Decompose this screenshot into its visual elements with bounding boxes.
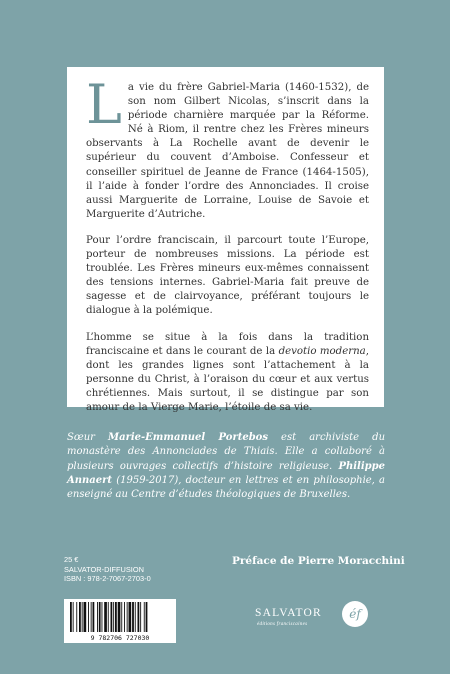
- barcode-bar: [132, 602, 134, 632]
- barcode-bar: [124, 602, 125, 632]
- barcode-graphic: [64, 599, 176, 643]
- blurb-paragraph-1-text: a vie du frère Gabriel-Maria (1460-1532), de son nom Gilbert Nicolas, s’inscrit dans la période charnière marquée par la Réforme. Né à Riom, il rentre chez les Frères mineurs observants à La Rochelle avant de devenir le supérieur du couvent d’Amboise. Confesseur et conseiller spirituel de Jeanne de France (1464-1505), il l’aide à fonder l’ordre des Annonciades. Il croise aussi Marguerite de Lorraine, Louise de Savoie et Marguerite d’Autriche.: [86, 82, 369, 220]
- barcode-bar: [97, 602, 98, 632]
- barcode-bar: [79, 602, 81, 632]
- author-note: [67, 431, 385, 502]
- drop-cap: L: [86, 73, 122, 136]
- barcode-bar: [91, 602, 92, 632]
- barcode-bar: [138, 602, 140, 632]
- blurb-p3-italic: devotio moderna: [278, 345, 366, 357]
- author-note-t3: (1959-2017), docteur en lettres et en philosophie, a enseigné au Centre d’études théologiques de Bruxelles.: [67, 474, 385, 501]
- publisher-name: SALVATOR: [255, 607, 322, 619]
- publisher-emblem-icon: éf: [342, 601, 368, 627]
- barcode-bar: [104, 602, 107, 632]
- barcode-digits: 9 782706 727030: [90, 634, 150, 642]
- blurb-p3-end: , dont les grandes lignes sont l’attachement à la personne du Christ, à l’oraison du cœur et aux vertus chrétiennes. Mais surtout, il se distingue par son amour de la Vierge Marie, l’étoile de sa vie.: [86, 345, 369, 413]
- price-info: [64, 555, 151, 584]
- blurb-panel: [67, 67, 384, 413]
- author-note-t2: est archiviste du monastère des Annonciades de Thiais. Elle a collaboré à plusieurs ouvrages collectifs d’histoire religieuse.: [67, 432, 386, 472]
- barcode-bar: [127, 602, 128, 632]
- barcode-bar: [113, 602, 114, 632]
- price: 25 €: [64, 555, 79, 564]
- publisher-logo: [255, 597, 385, 637]
- author-name-1: Marie-Emmanuel Portebos: [108, 432, 268, 443]
- blurb-p3-start: L’homme se situe à la fois dans la tradition franciscaine et dans le courant de la: [86, 331, 369, 357]
- author-note-t1: Sœur: [67, 432, 109, 443]
- barcode-bar: [144, 602, 145, 632]
- isbn: ISBN : 978-2-7067-2703-0: [64, 574, 151, 584]
- barcode-bar: [70, 602, 72, 632]
- blurb-paragraph-3: [86, 331, 369, 416]
- barcode-bar: [99, 602, 101, 632]
- barcode-bar: [76, 602, 77, 632]
- barcode-bar: [88, 602, 89, 632]
- barcode-bar: [84, 602, 87, 632]
- preface-credit: Préface de Pierre Moracchini: [232, 555, 405, 567]
- blurb-paragraph-1: [86, 73, 369, 222]
- barcode-bar: [140, 602, 141, 632]
- barcode-bar: [73, 602, 74, 632]
- barcode-bar: [129, 602, 132, 632]
- barcode-bar: [111, 602, 113, 632]
- barcode-bar: [118, 602, 121, 632]
- barcode-bar: [115, 602, 117, 632]
- barcode-bar: [135, 602, 136, 632]
- barcode-bar: [93, 602, 95, 632]
- barcode-bar: [108, 602, 109, 632]
- publisher-tagline: éditions franciscaines: [257, 622, 308, 627]
- barcode: [64, 599, 176, 643]
- distributor: SALVATOR-DIFFUSION: [64, 564, 144, 574]
- blurb-paragraph-2: Pour l’ordre franciscain, il parcourt toute l’Europe, porteur de nombreuses missions. La période est troublée. Les Frères mineurs eux-mêmes connaissent des tensions internes. Gabriel-Maria fait preuve de sagesse et de clairvoyance, préférant toujours le dialogue à la polémique.: [86, 234, 369, 317]
- imprint-area: [64, 555, 405, 645]
- barcode-bar: [82, 602, 83, 632]
- barcode-bar: [121, 602, 122, 632]
- barcode-bar: [146, 602, 148, 632]
- author-name-2: Philippe Annaert: [67, 460, 385, 486]
- barcode-bar: [102, 602, 103, 632]
